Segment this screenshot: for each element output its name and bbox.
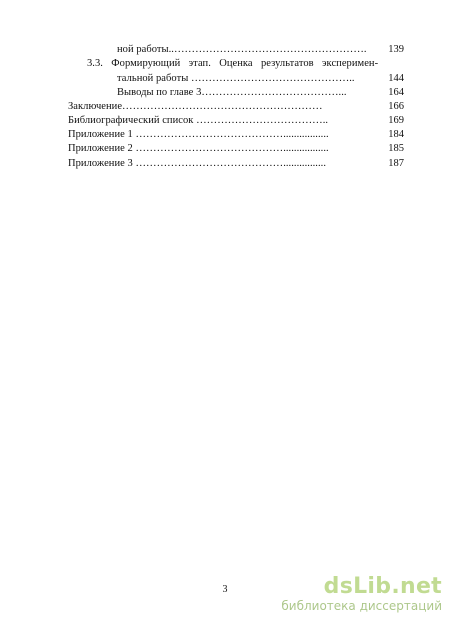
toc-entry-text: ной работы..………………………………………………. <box>117 44 367 55</box>
toc-entry-text: Библиографический список ……………………………….. <box>68 115 329 126</box>
toc-entry-text: Приложение 1 ……………………………………................. <box>68 129 329 140</box>
watermark-logo-main: dsLib <box>323 574 392 599</box>
toc-entry-page: 169 <box>388 115 404 126</box>
toc-entry-text: тальной работы ……………………………………….. <box>117 73 355 84</box>
toc-entry-page: 164 <box>388 87 404 98</box>
page-number: 3 <box>222 584 228 595</box>
toc-entry-page: 184 <box>388 129 404 140</box>
watermark-logo <box>281 576 442 598</box>
watermark-logo-suffix: .net <box>391 574 442 599</box>
toc-entry-page: 144 <box>388 73 404 84</box>
toc-entry-text: Приложение 3 ……………………………………................ <box>68 158 327 169</box>
toc-entry-text: Выводы по главе 3…………………………………... <box>117 87 347 98</box>
toc-entry-page: 139 <box>388 44 404 55</box>
toc-entry-page: 166 <box>388 101 404 112</box>
watermark[interactable] <box>281 576 442 613</box>
toc-entry-page: 185 <box>388 143 404 154</box>
toc-entry-page: 187 <box>388 158 404 169</box>
toc-entry-text: 3.3. Формирующий этап. Оценка результатов эксперимен- <box>87 58 379 69</box>
toc-entry-text: Заключение………………………………………………… <box>68 101 323 112</box>
toc-entry-text: Приложение 2 ……………………………………................. <box>68 143 329 154</box>
watermark-subtitle: библиотека диссертаций <box>281 599 442 613</box>
